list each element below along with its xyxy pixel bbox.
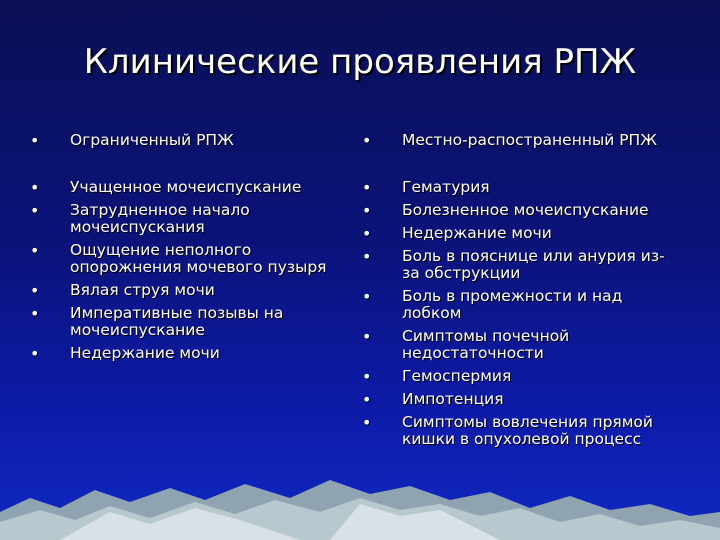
list-item-text: Импотенция — [402, 390, 504, 408]
list-item — [30, 179, 340, 196]
bullet-icon: • — [362, 178, 372, 197]
bullet-icon: • — [362, 367, 372, 386]
list-item-text: Гемоспермия — [402, 367, 512, 385]
list-item — [362, 328, 682, 362]
bullet-icon: • — [362, 413, 372, 432]
list-item — [30, 242, 340, 276]
bullet-icon: • — [362, 390, 372, 409]
slide-title: Клинические проявления РПЖ — [83, 42, 637, 82]
list-item — [362, 225, 682, 242]
bullet-icon: • — [362, 131, 372, 150]
list-item — [362, 391, 682, 408]
list-item-text: Болезненное мочеиспускание — [402, 201, 649, 219]
list-item — [362, 248, 682, 282]
list-item-text: Гематурия — [402, 178, 490, 196]
list-item — [30, 282, 340, 299]
list-item — [362, 288, 682, 322]
list-item-text: Недержание мочи — [70, 344, 220, 362]
list-item — [30, 202, 340, 236]
list-item-text: Учащенное мочеиспускание — [70, 178, 302, 196]
bullet-icon: • — [30, 241, 40, 260]
left-column — [30, 132, 340, 368]
list-item-text: Ощущение неполного опорожнения мочевого пузыря — [70, 241, 327, 276]
bullet-icon: • — [362, 224, 372, 243]
bullet-icon: • — [362, 287, 372, 306]
bullet-icon: • — [362, 247, 372, 266]
list-item-text: Императивные позывы на мочеиспускание — [70, 304, 284, 339]
list-item — [362, 368, 682, 385]
left-heading-text: Ограниченный РПЖ — [70, 131, 234, 149]
bullet-icon: • — [30, 344, 40, 363]
bullet-icon: • — [30, 281, 40, 300]
bullet-icon: • — [30, 131, 40, 150]
list-item — [30, 345, 340, 362]
right-column — [362, 132, 682, 454]
list-item-text: Симптомы вовлечения прямой кишки в опухолевой процесс — [402, 413, 653, 448]
list-item-text: Боль в промежности и над лобком — [402, 287, 623, 322]
right-heading — [362, 132, 682, 149]
bullet-icon: • — [362, 201, 372, 220]
list-item-text: Недержание мочи — [402, 224, 552, 242]
bullet-icon: • — [30, 178, 40, 197]
list-item-text: Боль в пояснице или анурия из-за обструкции — [402, 247, 665, 282]
bullet-icon: • — [30, 201, 40, 220]
list-item — [30, 305, 340, 339]
list-item — [362, 414, 682, 448]
right-heading-text: Местно-распостраненный РПЖ — [402, 131, 657, 149]
mountains-decoration — [0, 450, 720, 540]
list-item — [362, 179, 682, 196]
list-item-text: Симптомы почечной недостаточности — [402, 327, 570, 362]
bullet-icon: • — [362, 327, 372, 346]
bullet-icon: • — [30, 304, 40, 323]
list-item-text: Затрудненное начало мочеиспускания — [70, 201, 250, 236]
list-item-text: Вялая струя мочи — [70, 281, 215, 299]
left-heading — [30, 132, 340, 149]
list-item — [362, 202, 682, 219]
